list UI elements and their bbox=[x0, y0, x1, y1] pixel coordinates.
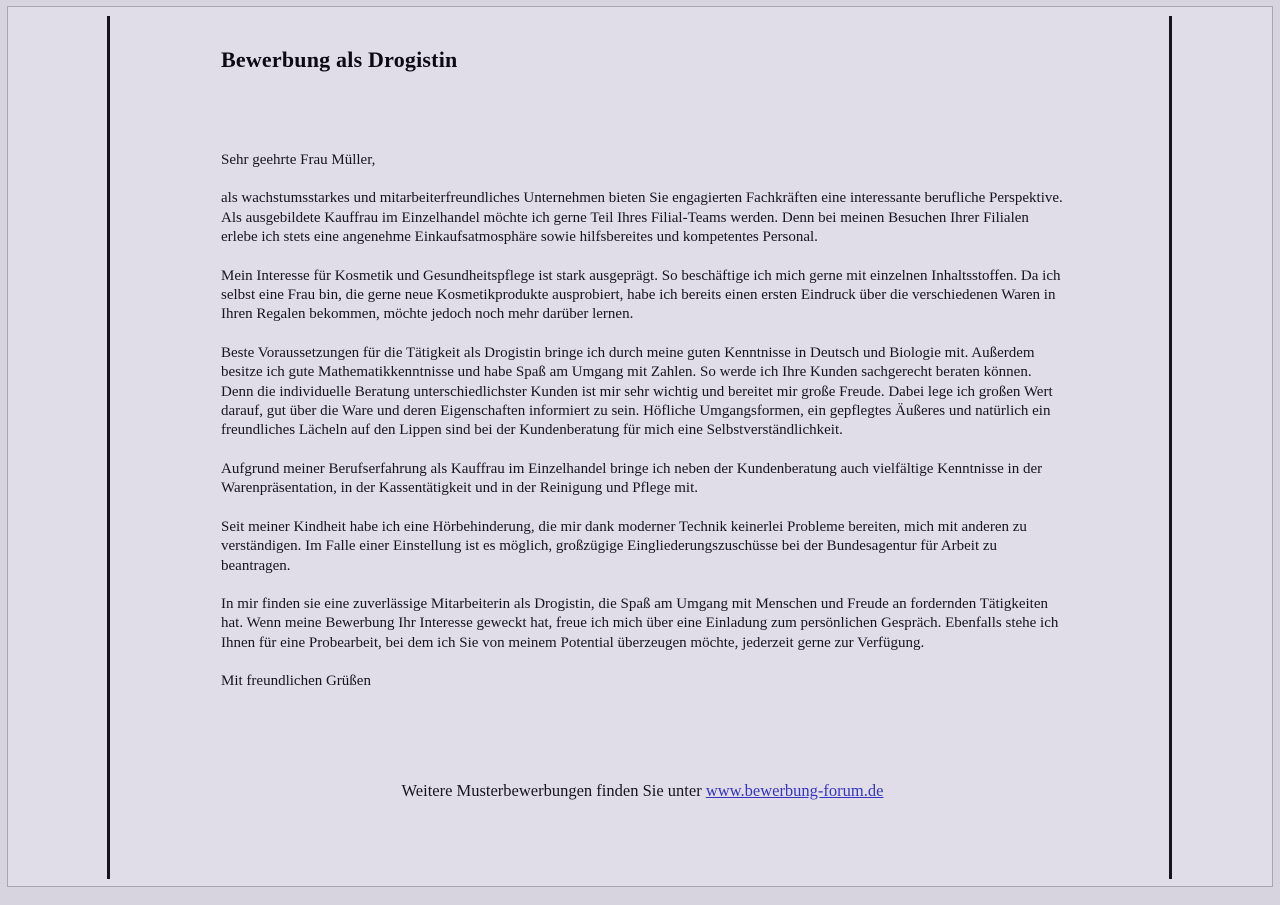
letter-body bbox=[221, 47, 1064, 801]
footer-text: Weitere Musterbewerbungen finden Sie unter bbox=[401, 780, 706, 800]
salutation: Sehr geehrte Frau Müller, bbox=[221, 152, 376, 168]
letter-paragraph-closing-pitch: In mir finden sie eine zuverlässige Mitarbeiterin als Drogistin, die Spaß am Umgang mit Menschen und Freude an fordernden Tätigkeiten hat. Wenn meine Bewerbung Ihr Interesse geweckt hat, freue ich mich über eine Einladung zum persönlichen Gespräch. Ebenfalls stehe ich Ihnen für eine Probearbeit, bei dem ich Sie von meinem Potential überzeugen möchte, jederzeit gerne zur Verfügung. bbox=[221, 595, 1059, 651]
document-sheet bbox=[7, 6, 1273, 887]
letter-paragraph-experience: Aufgrund meiner Berufserfahrung als Kauffrau im Einzelhandel bringe ich neben der Kundenberatung auch vielfältige Kenntnisse in der Warenpräsentation, in der Kassentätigkeit und in der Reinigung und Pflege mit. bbox=[221, 460, 1043, 497]
letter-closing: Mit freundlichen Grüßen bbox=[221, 673, 371, 690]
letter-paragraph-qualifications: Beste Voraussetzungen für die Tätigkeit als Drogistin bringe ich durch meine guten Kenntnisse in Deutsch und Biologie mit. Außerdem besitze ich gute Mathematikkenntnisse und habe Spaß am Umgang mit Zahlen. So werde ich Ihre Kunden sachgerecht beraten können. Denn die individuelle Beratung unterschiedlichster Kunden ist mir sehr wichtig und bereitet mir große Freude. Dabei lege ich großen Wert darauf, gut über die Ware und deren Eigenschaften informiert zu sein. Höfliche Umgangsformen, ein gepflegtes Äußeres und natürlich ein freundliches Lächeln auf den Lippen sind bei der Kundenberatung für mich eine Selbstverständlichkeit. bbox=[221, 344, 1053, 439]
letter-paragraph-intro: als wachstumsstarkes und mitarbeiterfreundliches Unternehmen bieten Sie engagierten Fachkräften eine interessante berufliche Perspektive. Als ausgebildete Kauffrau im Einzelhandel möchte ich gerne Teil Ihres Filial-Teams werden. Denn bei meinen Besuchen Ihrer Filialen erlebe ich stets eine angenehme Einkaufsatmosphäre sowie hilfsbereites und kompetentes Personal. bbox=[221, 190, 1063, 246]
footer-note bbox=[221, 781, 1064, 801]
footer-link[interactable]: www.bewerbung-forum.de bbox=[705, 780, 884, 800]
letter-paragraph-disability-note: Seit meiner Kindheit habe ich eine Hörbehinderung, die mir dank moderner Technik keinerlei Probleme bereiten, mich mit anderen zu verständigen. Im Falle einer Einstellung ist es möglich, großzügige Eingliederungszuschüsse bei der Bundesagentur für Arbeit zu beantragen. bbox=[221, 518, 1027, 574]
letter-title: Bewerbung als Drogistin bbox=[221, 47, 458, 72]
left-rule-line bbox=[107, 16, 110, 879]
letter-paragraph-interest: Mein Interesse für Kosmetik und Gesundheitspflege ist stark ausgeprägt. So beschäftige ich mich gerne mit einzelnen Inhaltsstoffen. Da ich selbst eine Frau bin, die gerne neue Kosmetikprodukte ausprobiert, habe ich bereits einen ersten Eindruck über die verschiedenen Waren in Ihren Regalen bekommen, möchte jedoch noch mehr darüber lernen. bbox=[221, 267, 1061, 323]
right-rule-line bbox=[1169, 16, 1172, 879]
